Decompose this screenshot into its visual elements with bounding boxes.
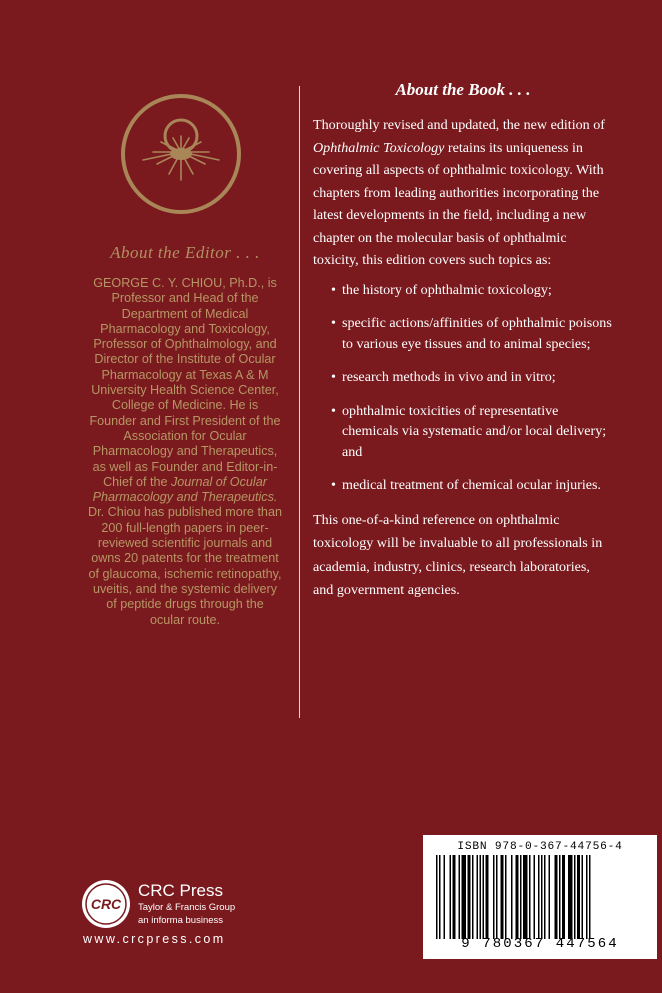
topics-list <box>313 280 613 496</box>
isbn-label: ISBN 978-0-367-44756-4 <box>457 841 623 853</box>
barcode-bar <box>444 855 446 939</box>
barcode-bar <box>450 855 452 939</box>
barcode-bar <box>568 855 573 939</box>
about-editor-heading: About the Editor . . . <box>110 243 260 262</box>
crc-logo-icon <box>80 878 132 930</box>
about-editor-section <box>88 243 282 628</box>
barcode-bar <box>436 855 438 939</box>
barcode-bar <box>520 855 522 939</box>
barcode-bar <box>541 855 543 939</box>
barcode-bar <box>501 855 504 939</box>
barcode-bar <box>586 855 588 939</box>
publisher-url[interactable]: www.crcpress.com <box>83 932 226 946</box>
barcode-bar <box>480 855 482 939</box>
barcode-bar <box>462 855 467 939</box>
publisher-block <box>80 878 280 948</box>
editor-bio-text-end: Dr. Chiou has published more than 200 full-length papers in peer-reviewed scientific journals and owns 20 patents for the treatment of glaucoma, ischemic retinopathy, uveitis, and the systemic delivery of peptide drugs through the ocular route. <box>88 505 282 627</box>
barcode-bar <box>459 855 461 939</box>
list-item: • ophthalmic toxicities of representative chemicals via systematic and/or local delivery; and <box>331 401 613 463</box>
book-intro-text-end: retains its uniqueness in covering all aspects of ophthalmic toxicology. With chapters from leading authorities incorporating the latest developments in the field, including a new chapter on the molecular basis of ophthalmic toxicity, this edition covers such topics as: <box>313 139 604 268</box>
barcode-bar <box>505 855 507 939</box>
barcode-bar <box>549 855 551 939</box>
column-divider <box>299 86 300 718</box>
barcode-bar <box>523 855 528 939</box>
barcode-bar <box>516 855 519 939</box>
barcode-bar <box>534 855 536 939</box>
crc-logo-text: CRC <box>90 896 122 912</box>
eye-emblem-icon <box>113 92 250 216</box>
barcode-bar <box>538 855 540 939</box>
barcode-bar <box>453 855 456 939</box>
barcode-bar <box>483 855 485 939</box>
list-item: • research methods in vivo and in vitro; <box>331 367 613 388</box>
publisher-informa: an informa business <box>138 915 224 926</box>
about-book-section <box>313 80 613 603</box>
about-book-heading: About the Book . . . <box>395 80 531 99</box>
barcode-bar <box>589 855 591 939</box>
barcode-bar <box>496 855 498 939</box>
barcode-bar <box>555 855 558 939</box>
barcode-bar <box>577 855 580 939</box>
barcode-bar <box>477 855 479 939</box>
isbn-barcode-box <box>423 835 657 959</box>
barcode-bar <box>493 855 495 939</box>
book-closing: This one-of-a-kind reference on ophthalmic toxicology will be invaluable to all professionals in academia, industry, clinics, research laboratories, and government agencies. <box>313 511 603 598</box>
book-intro <box>313 114 613 272</box>
barcode-bar <box>574 855 576 939</box>
book-title: Ophthalmic Toxicology <box>313 139 445 156</box>
barcode-bar <box>582 855 584 939</box>
book-intro-text: Thoroughly revised and updated, the new edition of <box>313 117 605 133</box>
barcode-bar <box>511 855 513 939</box>
editor-bio-text: GEORGE C. Y. CHIOU, Ph.D., is Professor and Head of the Department of Medical Pharmacology and Toxicology, Professor of Ophthalmology, and Director of the Institute of Ocular Pharmacology at Texas A & M University Health Science Center, College of Medicine. He is Founder and First President of the Association for Ocular Pharmacology and Therapeutics, as well as Founder and Editor-in-Chief of the <box>89 276 281 489</box>
barcode-digits: 9 780367 447564 <box>461 936 619 952</box>
publisher-group: Taylor & Francis Group <box>138 902 236 913</box>
barcode-bar <box>472 855 474 939</box>
barcode-bar <box>468 855 471 939</box>
barcode <box>432 855 649 939</box>
barcode-bar <box>562 855 565 939</box>
barcode-bar <box>486 855 489 939</box>
list-item: • specific actions/affinities of ophthalmic poisons to various eye tissues and to animal species; <box>331 313 613 354</box>
barcode-bar <box>529 855 531 939</box>
barcode-bar <box>559 855 561 939</box>
barcode-bar <box>439 855 441 939</box>
publisher-name: CRC Press <box>138 881 224 900</box>
barcode-bar <box>544 855 546 939</box>
list-item: • medical treatment of chemical ocular injuries. <box>331 475 613 496</box>
editor-journal-title: Journal of Ocular Pharmacology and Therapeutics. <box>92 474 278 505</box>
list-item: • the history of ophthalmic toxicology; <box>331 280 613 301</box>
editor-bio <box>88 276 282 628</box>
